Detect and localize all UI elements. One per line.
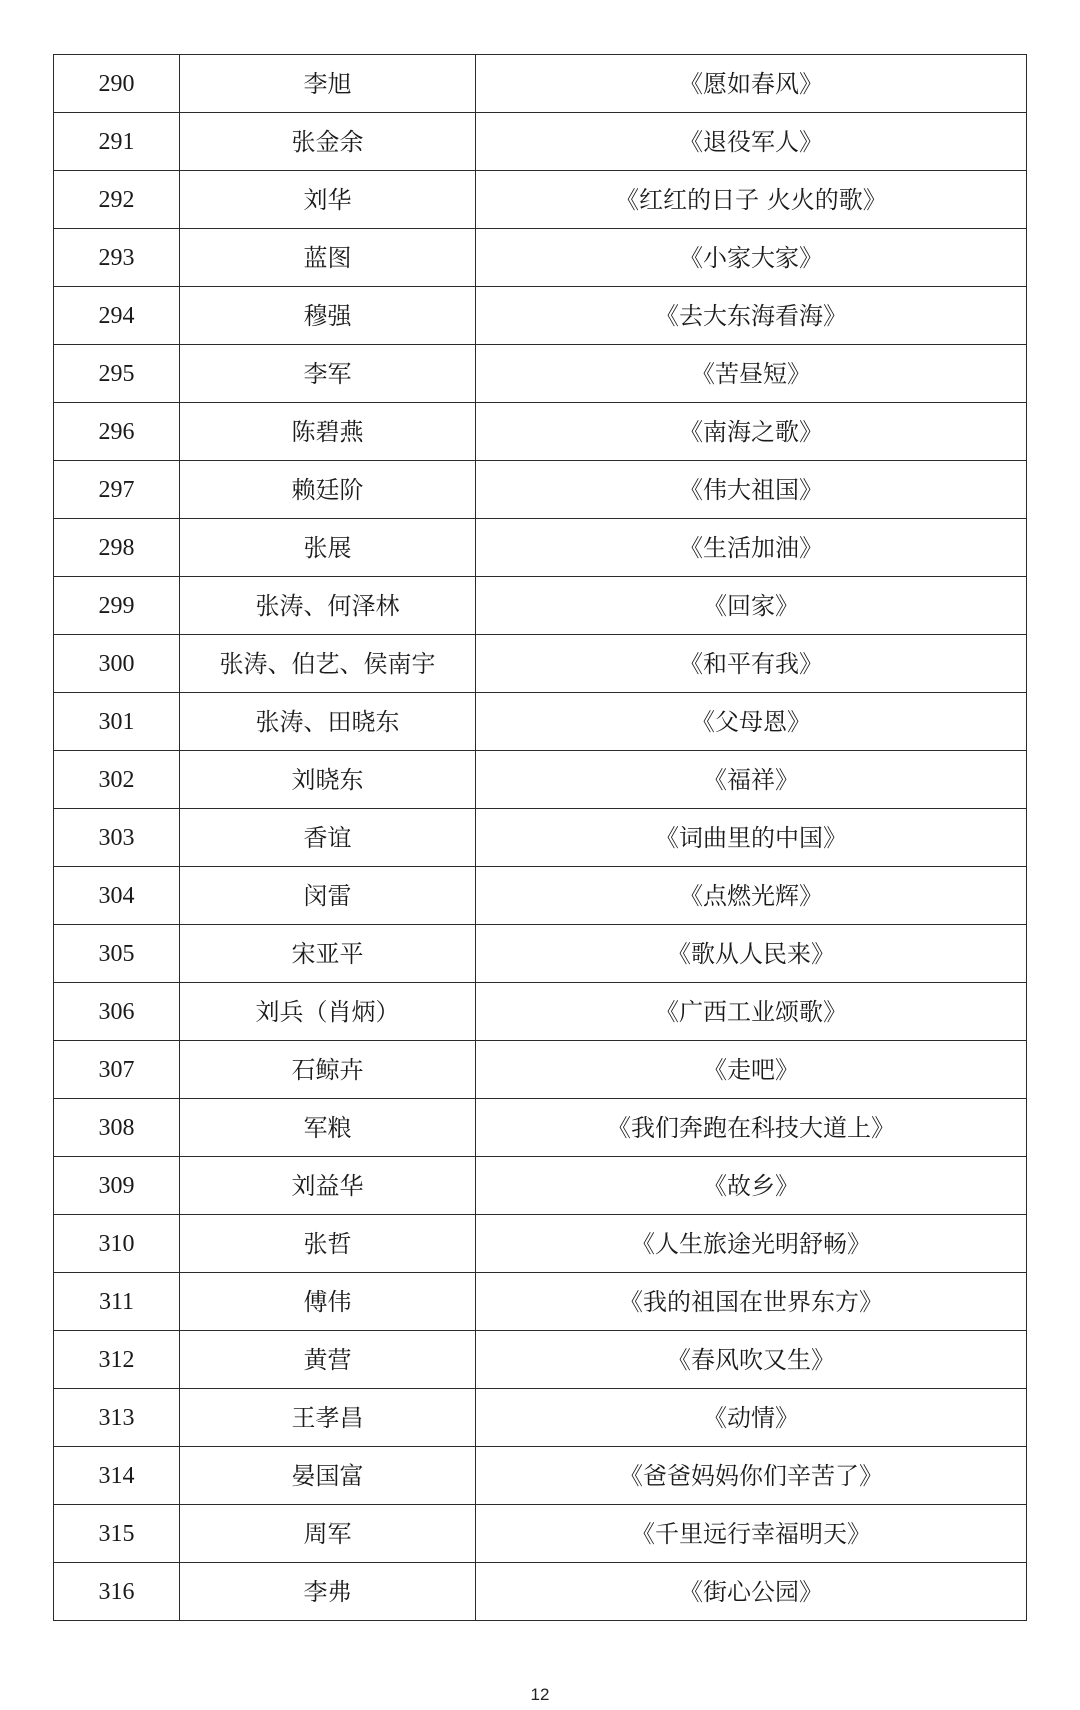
table-row: [54, 461, 1027, 519]
author-cell: 晏国富: [180, 1447, 476, 1505]
entry-number-cell: 302: [54, 751, 180, 809]
table-row: [54, 519, 1027, 577]
entry-number-cell: 307: [54, 1041, 180, 1099]
entry-number-cell: 299: [54, 577, 180, 635]
author-cell: 刘兵（肖炳）: [180, 983, 476, 1041]
author-cell: 赖廷阶: [180, 461, 476, 519]
song-title-cell: 《词曲里的中国》: [476, 809, 1027, 867]
author-cell: 张涛、田晓东: [180, 693, 476, 751]
entry-number-cell: 293: [54, 229, 180, 287]
entry-number-cell: 295: [54, 345, 180, 403]
entry-number-cell: 298: [54, 519, 180, 577]
author-cell: 闵雷: [180, 867, 476, 925]
song-title-cell: 《故乡》: [476, 1157, 1027, 1215]
author-cell: 香谊: [180, 809, 476, 867]
author-cell: 张涛、何泽林: [180, 577, 476, 635]
entry-number-cell: 308: [54, 1099, 180, 1157]
table-row: [54, 1041, 1027, 1099]
author-cell: 陈碧燕: [180, 403, 476, 461]
table-row: [54, 1215, 1027, 1273]
table-row: [54, 577, 1027, 635]
song-title-cell: 《街心公园》: [476, 1563, 1027, 1621]
song-title-cell: 《我的祖国在世界东方》: [476, 1273, 1027, 1331]
entry-number-cell: 316: [54, 1563, 180, 1621]
song-title-cell: 《和平有我》: [476, 635, 1027, 693]
table-row: [54, 1099, 1027, 1157]
author-cell: 黄营: [180, 1331, 476, 1389]
entry-number-cell: 291: [54, 113, 180, 171]
table-row: [54, 751, 1027, 809]
author-cell: 张展: [180, 519, 476, 577]
author-cell: 军粮: [180, 1099, 476, 1157]
song-title-cell: 《福祥》: [476, 751, 1027, 809]
entry-number-cell: 310: [54, 1215, 180, 1273]
table-row: [54, 1273, 1027, 1331]
song-title-cell: 《南海之歌》: [476, 403, 1027, 461]
entry-number-cell: 290: [54, 55, 180, 113]
page-number: 12: [530, 1685, 550, 1704]
table-row: [54, 403, 1027, 461]
song-title-cell: 《生活加油》: [476, 519, 1027, 577]
table-row: [54, 809, 1027, 867]
author-cell: 蓝图: [180, 229, 476, 287]
entry-number-cell: 311: [54, 1273, 180, 1331]
author-cell: 张哲: [180, 1215, 476, 1273]
table-row: [54, 1389, 1027, 1447]
entry-number-cell: 294: [54, 287, 180, 345]
song-title-cell: 《点燃光辉》: [476, 867, 1027, 925]
table-row: [54, 113, 1027, 171]
author-cell: 傅伟: [180, 1273, 476, 1331]
table-row: [54, 287, 1027, 345]
entry-number-cell: 300: [54, 635, 180, 693]
song-title-cell: 《歌从人民来》: [476, 925, 1027, 983]
entry-number-cell: 312: [54, 1331, 180, 1389]
song-title-cell: 《红红的日子 火火的歌》: [476, 171, 1027, 229]
entry-number-cell: 292: [54, 171, 180, 229]
table-row: [54, 1563, 1027, 1621]
song-title-cell: 《去大东海看海》: [476, 287, 1027, 345]
author-cell: 李旭: [180, 55, 476, 113]
song-title-cell: 《春风吹又生》: [476, 1331, 1027, 1389]
author-cell: 刘晓东: [180, 751, 476, 809]
table-row: [54, 1505, 1027, 1563]
entry-number-cell: 314: [54, 1447, 180, 1505]
song-list-body: [54, 55, 1027, 1621]
song-title-cell: 《退役军人》: [476, 113, 1027, 171]
author-cell: 周军: [180, 1505, 476, 1563]
song-title-cell: 《苦昼短》: [476, 345, 1027, 403]
song-list-table: [53, 54, 1027, 1621]
song-title-cell: 《动情》: [476, 1389, 1027, 1447]
table-row: [54, 867, 1027, 925]
author-cell: 张金余: [180, 113, 476, 171]
song-title-cell: 《愿如春风》: [476, 55, 1027, 113]
song-title-cell: 《走吧》: [476, 1041, 1027, 1099]
entry-number-cell: 304: [54, 867, 180, 925]
table-row: [54, 171, 1027, 229]
song-title-cell: 《父母恩》: [476, 693, 1027, 751]
table-row: [54, 983, 1027, 1041]
table-row: [54, 1331, 1027, 1389]
table-row: [54, 1157, 1027, 1215]
entry-number-cell: 297: [54, 461, 180, 519]
entry-number-cell: 301: [54, 693, 180, 751]
author-cell: 刘益华: [180, 1157, 476, 1215]
author-cell: 王孝昌: [180, 1389, 476, 1447]
song-title-cell: 《我们奔跑在科技大道上》: [476, 1099, 1027, 1157]
entry-number-cell: 305: [54, 925, 180, 983]
table-row: [54, 635, 1027, 693]
table-row: [54, 1447, 1027, 1505]
song-title-cell: 《千里远行幸福明天》: [476, 1505, 1027, 1563]
entry-number-cell: 296: [54, 403, 180, 461]
author-cell: 李弗: [180, 1563, 476, 1621]
author-cell: 张涛、伯艺、侯南宇: [180, 635, 476, 693]
song-title-cell: 《回家》: [476, 577, 1027, 635]
author-cell: 穆强: [180, 287, 476, 345]
author-cell: 刘华: [180, 171, 476, 229]
song-title-cell: 《人生旅途光明舒畅》: [476, 1215, 1027, 1273]
table-row: [54, 345, 1027, 403]
author-cell: 宋亚平: [180, 925, 476, 983]
song-title-cell: 《伟大祖国》: [476, 461, 1027, 519]
entry-number-cell: 306: [54, 983, 180, 1041]
entry-number-cell: 313: [54, 1389, 180, 1447]
entry-number-cell: 303: [54, 809, 180, 867]
song-title-cell: 《小家大家》: [476, 229, 1027, 287]
table-row: [54, 55, 1027, 113]
table-row: [54, 693, 1027, 751]
entry-number-cell: 315: [54, 1505, 180, 1563]
table-row: [54, 925, 1027, 983]
table-row: [54, 229, 1027, 287]
entry-number-cell: 309: [54, 1157, 180, 1215]
song-title-cell: 《爸爸妈妈你们辛苦了》: [476, 1447, 1027, 1505]
author-cell: 石鲸卉: [180, 1041, 476, 1099]
author-cell: 李军: [180, 345, 476, 403]
song-title-cell: 《广西工业颂歌》: [476, 983, 1027, 1041]
